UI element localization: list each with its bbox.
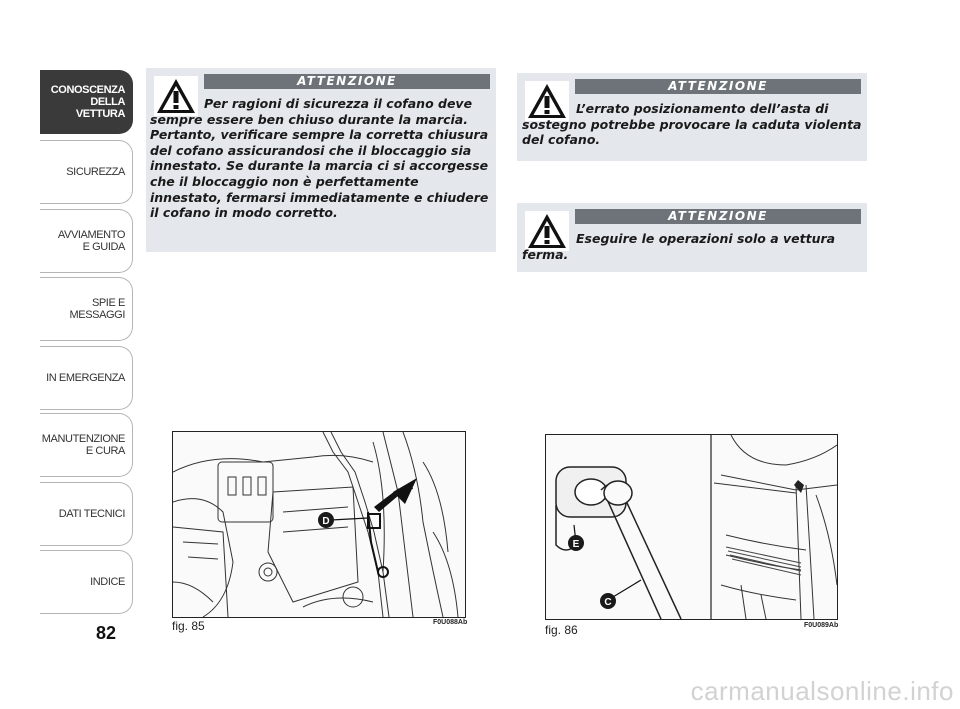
warning-header: ATTENZIONE	[575, 79, 861, 94]
callout-label-d: D	[322, 516, 330, 527]
tab-avviamento-e-guida[interactable]: AVVIAMENTO E GUIDA	[40, 209, 133, 273]
warning-text: Per ragioni di sicurezza il cofano deve sempre essere ben chiuso durante la marcia. Pertanto, verificare sempre la corretta chiusura del cofano assicurandosi che il bloccaggio sia innestato. Se durante la marcia ci si accorgesse che il bloccaggio non è perfettamente innestato, fermarsi immediatamente e chiudere il cofano in modo corretto.	[150, 96, 489, 221]
page-number: 82	[96, 623, 117, 643]
warning-box-vehicle-stopped	[517, 203, 867, 272]
figure-86-support-rod	[545, 434, 838, 620]
figure-caption: fig. 85	[172, 619, 205, 633]
figure-code: F0U089Ab	[804, 622, 839, 629]
tab-sicurezza[interactable]: SICUREZZA	[40, 140, 133, 204]
figure-code: F0U088Ab	[433, 619, 468, 626]
tab-indice[interactable]: INDICE	[40, 550, 133, 614]
figure-caption: fig. 86	[545, 623, 578, 637]
callout-label-e: E	[572, 539, 580, 550]
tab-conoscenza-della-vettura[interactable]: CONOSCENZA DELLA VETTURA	[40, 70, 133, 134]
warning-box-support-rod	[517, 73, 867, 161]
warning-header: ATTENZIONE	[575, 209, 861, 224]
tab-in-emergenza[interactable]: IN EMERGENZA	[40, 346, 133, 410]
warning-box-hood-closure	[146, 68, 496, 252]
callout-label-c: C	[604, 597, 612, 608]
tab-spie-e-messaggi[interactable]: SPIE E MESSAGGI	[40, 277, 133, 341]
figure-85-engine-bay	[172, 431, 466, 618]
warning-text: Eseguire le operazioni solo a vettura ferma.	[522, 231, 836, 262]
tab-manutenzione-e-cura[interactable]: MANUTENZIONE E CURA	[40, 413, 133, 477]
support-rod-illustration	[546, 435, 837, 619]
warning-header: ATTENZIONE	[204, 74, 490, 89]
watermark: carmanualsonline.info	[690, 676, 954, 706]
tab-dati-tecnici[interactable]: DATI TECNICI	[40, 482, 133, 546]
warning-text: L’errato posizionamento dell’asta di sostegno potrebbe provocare la caduta violenta del cofano.	[522, 101, 862, 148]
engine-bay-illustration	[173, 432, 465, 617]
